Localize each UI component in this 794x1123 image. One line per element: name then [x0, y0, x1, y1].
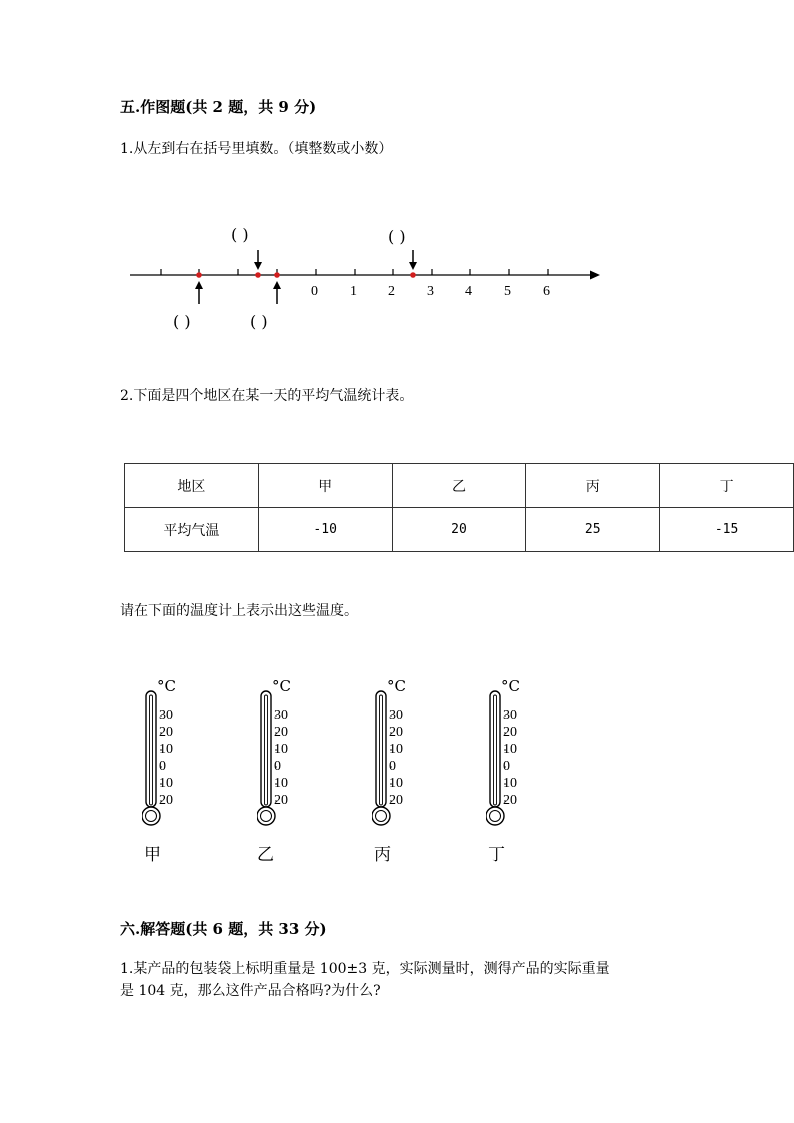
table-header-cell: 乙: [392, 464, 526, 508]
scale-label: 30: [503, 708, 517, 723]
thermometer-name: 丁: [488, 845, 505, 865]
tick-label-6: 6: [543, 284, 550, 299]
scale-label: 10: [159, 742, 173, 757]
scale-label: 10: [274, 776, 288, 791]
scale-label: 20: [274, 793, 288, 808]
thermometer-name: 乙: [257, 845, 274, 865]
scale-label: 0: [503, 759, 510, 774]
section-6-question-1-line-1: 1.某产品的包装袋上标明重量是 100±3 克，实际测量时，测得产品的实际重量: [120, 961, 610, 977]
answer-blank-bottom-2[interactable]: ( ): [250, 312, 268, 331]
scale-label: 20: [159, 793, 173, 808]
thermometer-name: 甲: [144, 845, 161, 865]
table-row: [125, 464, 794, 508]
section-6-heading: 六.解答题(共 6 题，共 33 分): [120, 920, 327, 938]
question-1-prompt: 1.从左到右在括号里填数。（填整数或小数）: [120, 141, 393, 157]
tick-label-3: 3: [427, 284, 434, 299]
section-6-question-1-line-2: 是 104 克，那么这件产品合格吗?为什么?: [120, 983, 381, 999]
scale-label: 10: [274, 742, 288, 757]
scale-label: 20: [389, 793, 403, 808]
thermometer-jia[interactable]: [142, 677, 232, 867]
answer-blank-bottom-1[interactable]: ( ): [173, 312, 191, 331]
tick-label-0: 0: [311, 284, 318, 299]
point-d: [410, 272, 416, 278]
arrowhead-up-c: [273, 281, 281, 289]
point-c: [274, 272, 280, 278]
table-header-cell: 甲: [258, 464, 392, 508]
scale-label: 10: [503, 742, 517, 757]
scale-label: 30: [274, 708, 288, 723]
answer-blank-top-2[interactable]: ( ): [388, 227, 406, 246]
number-line-arrowhead: [590, 271, 600, 280]
arrowhead-down-d: [409, 262, 417, 270]
table-cell: -15: [660, 508, 794, 552]
scale-label: 20: [159, 725, 173, 740]
number-line-ticks: [161, 269, 548, 275]
scale-label: 10: [503, 776, 517, 791]
scale-label: 30: [389, 708, 403, 723]
thermometer-name: 丙: [374, 845, 391, 865]
tick-label-5: 5: [504, 284, 511, 299]
scale-label: 0: [389, 759, 396, 774]
tick-label-4: 4: [465, 284, 472, 299]
unit-label: °C: [387, 677, 406, 695]
thermometer-bing[interactable]: [372, 677, 462, 867]
unit-label: °C: [157, 677, 176, 695]
scale-label: 10: [389, 776, 403, 791]
thermometer-ding[interactable]: [486, 677, 576, 867]
table-header-cell: 地区: [125, 464, 259, 508]
scale-label: 0: [159, 759, 166, 774]
scale-label: 20: [274, 725, 288, 740]
temperature-table: [124, 463, 794, 552]
table-cell: 25: [526, 508, 660, 552]
table-header-cell: 丙: [526, 464, 660, 508]
table-header-cell: 丁: [660, 464, 794, 508]
scale-label: 10: [389, 742, 403, 757]
table-cell: 平均气温: [125, 508, 259, 552]
number-line: [0, 0, 794, 340]
scale-label: 30: [159, 708, 173, 723]
question-2-prompt: 2.下面是四个地区在某一天的平均气温统计表。: [120, 388, 414, 404]
table-cell: 20: [392, 508, 526, 552]
thermometer-yi[interactable]: [257, 677, 347, 867]
answer-blank-top-1[interactable]: ( ): [231, 225, 249, 244]
section-5-heading: 五.作图题(共 2 题，共 9 分): [120, 98, 317, 116]
thermometer-instruction: 请在下面的温度计上表示出这些温度。: [120, 603, 358, 619]
scale-label: 0: [274, 759, 281, 774]
scale-label: 20: [389, 725, 403, 740]
unit-label: °C: [272, 677, 291, 695]
table-cell: -10: [258, 508, 392, 552]
table-row: [125, 508, 794, 552]
tick-label-1: 1: [350, 284, 357, 299]
point-a: [196, 272, 202, 278]
point-b: [255, 272, 261, 278]
arrowhead-down-b: [254, 262, 262, 270]
scale-label: 20: [503, 725, 517, 740]
scale-label: 10: [159, 776, 173, 791]
tick-label-2: 2: [388, 284, 395, 299]
unit-label: °C: [501, 677, 520, 695]
arrowhead-up-a: [195, 281, 203, 289]
scale-label: 20: [503, 793, 517, 808]
